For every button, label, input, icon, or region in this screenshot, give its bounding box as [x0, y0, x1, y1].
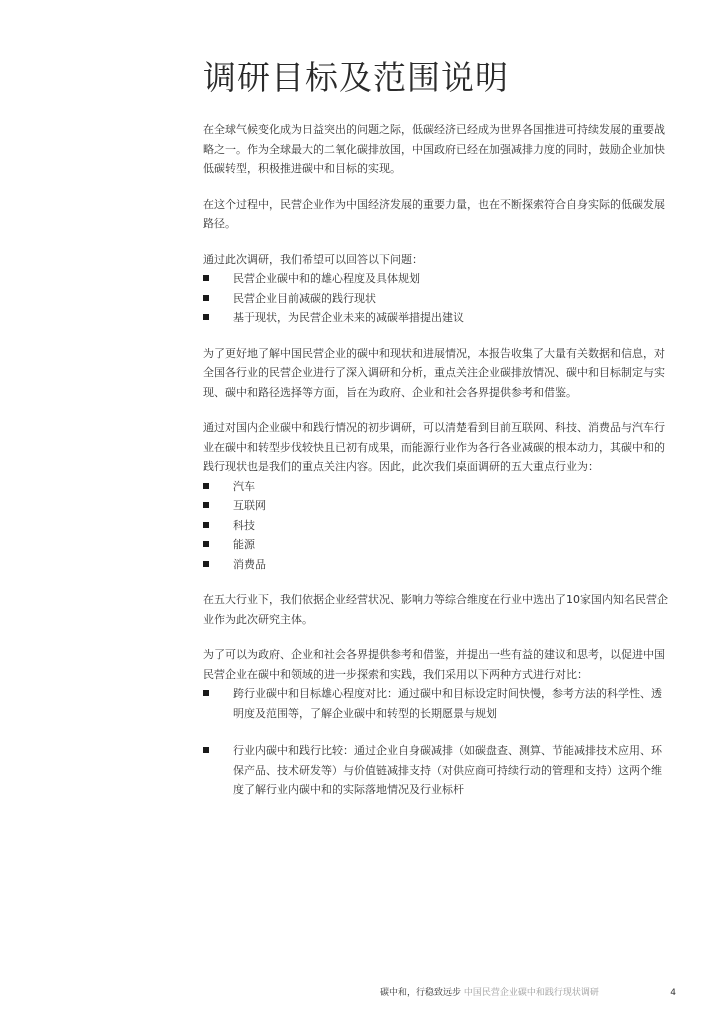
bullet-square-icon	[203, 561, 209, 567]
list-item	[203, 684, 669, 723]
bullet-square-icon	[203, 502, 209, 508]
body-content	[203, 120, 669, 800]
page-footer	[380, 987, 676, 999]
list-item-text: 互联网	[233, 499, 266, 512]
list-item	[203, 496, 669, 516]
list-item	[203, 516, 669, 536]
paragraph-questions-lead: 通过此次调研，我们希望可以回答以下问题：	[203, 252, 423, 266]
list-item-text: 消费品	[233, 557, 266, 571]
list-item-text: 科技	[233, 518, 255, 532]
bullet-square-icon	[203, 275, 209, 281]
footer-brand: 碳中和，行稳致远步	[380, 988, 462, 998]
questions-list	[203, 269, 669, 328]
page-number: 4	[670, 988, 676, 998]
paragraph-private-enterprises: 在这个过程中，民营企业作为中国经济发展的重要力量，也在不断探索符合自身实际的低碳发展路径。	[203, 197, 665, 230]
bullet-square-icon	[203, 541, 209, 547]
list-item	[203, 477, 669, 497]
list-item	[203, 535, 669, 555]
bullet-square-icon	[203, 690, 209, 696]
bullet-square-icon	[203, 483, 209, 489]
list-item-text: 行业内碳中和践行比较：通过企业自身碳减排（如碳盘查、测算、节能减排技术应用、环保产品、技术研发等）与价值链减排支持（对供应商可持续行动的管理和支持）这两个维度了解行业内碳中和的实际落地情况及行业标杆	[233, 744, 662, 796]
bullet-square-icon	[203, 295, 209, 301]
list-item	[203, 308, 669, 328]
list-item	[203, 555, 669, 575]
list-item-text: 民营企业碳中和的雄心程度及具体规划	[233, 272, 420, 285]
paragraph-intro: 在全球气候变化成为日益突出的问题之际，低碳经济已经成为世界各国推进可持续发展的重要战略之一。作为全球最大的二氧化碳排放国，中国政府已经在加强减排力度的同时，鼓励企业加快低碳转型，积极推进碳中和目标的实现。	[203, 123, 665, 175]
list-item-text: 汽车	[233, 479, 255, 493]
page-title: 调研目标及范围说明	[203, 58, 509, 97]
list-item-text: 民营企业目前减碳的践行现状	[233, 291, 376, 305]
methods-list	[203, 684, 669, 800]
bullet-square-icon	[203, 314, 209, 320]
industries-list	[203, 477, 669, 575]
list-item	[203, 269, 669, 289]
paragraph-methods-lead: 为了可以为政府、企业和社会各界提供参考和借鉴，并提出一些有益的建议和思考，以促进中国民营企业在碳中和领域的进一步探索和实践，我们采用以下两种方式进行对比：	[203, 648, 665, 681]
list-item-text: 基于现状，为民营企业未来的减碳举措提出建议	[233, 311, 464, 324]
paragraph-selection: 在五大行业下，我们依据企业经营状况、影响力等综合维度在行业中选出了10家国内知名民营企业作为此次研究主体。	[203, 593, 668, 626]
bullet-square-icon	[203, 747, 209, 753]
bullet-square-icon	[203, 522, 209, 528]
footer-report-title: 中国民营企业碳中和践行现状调研	[463, 988, 599, 998]
list-item-text: 跨行业碳中和目标雄心程度对比：通过碳中和目标设定时间快慢，参考方法的科学性、透明度及范围等，了解企业碳中和转型的长期愿景与规划	[233, 687, 662, 720]
list-item	[203, 289, 669, 309]
paragraph-report-scope: 为了更好地了解中国民营企业的碳中和现状和进展情况，本报告收集了大量有关数据和信息，对全国各行业的民营企业进行了深入调研和分析，重点关注企业碳排放情况、碳中和目标制定与实现、碳中和路径选择等方面，旨在为政府、企业和社会各界提供参考和借鉴。	[203, 346, 665, 399]
list-item-text: 能源	[233, 538, 255, 551]
list-item	[203, 741, 669, 800]
paragraph-industries-lead: 通过对国内企业碳中和践行情况的初步调研，可以清楚看到目前互联网、科技、消费品与汽车行业在碳中和转型步伐较快且已初有成果，而能源行业作为各行各业减碳的根本动力，其碳中和的践行现状也是我们的重点关注内容。因此，此次我们桌面调研的五大重点行业为：	[203, 421, 665, 473]
